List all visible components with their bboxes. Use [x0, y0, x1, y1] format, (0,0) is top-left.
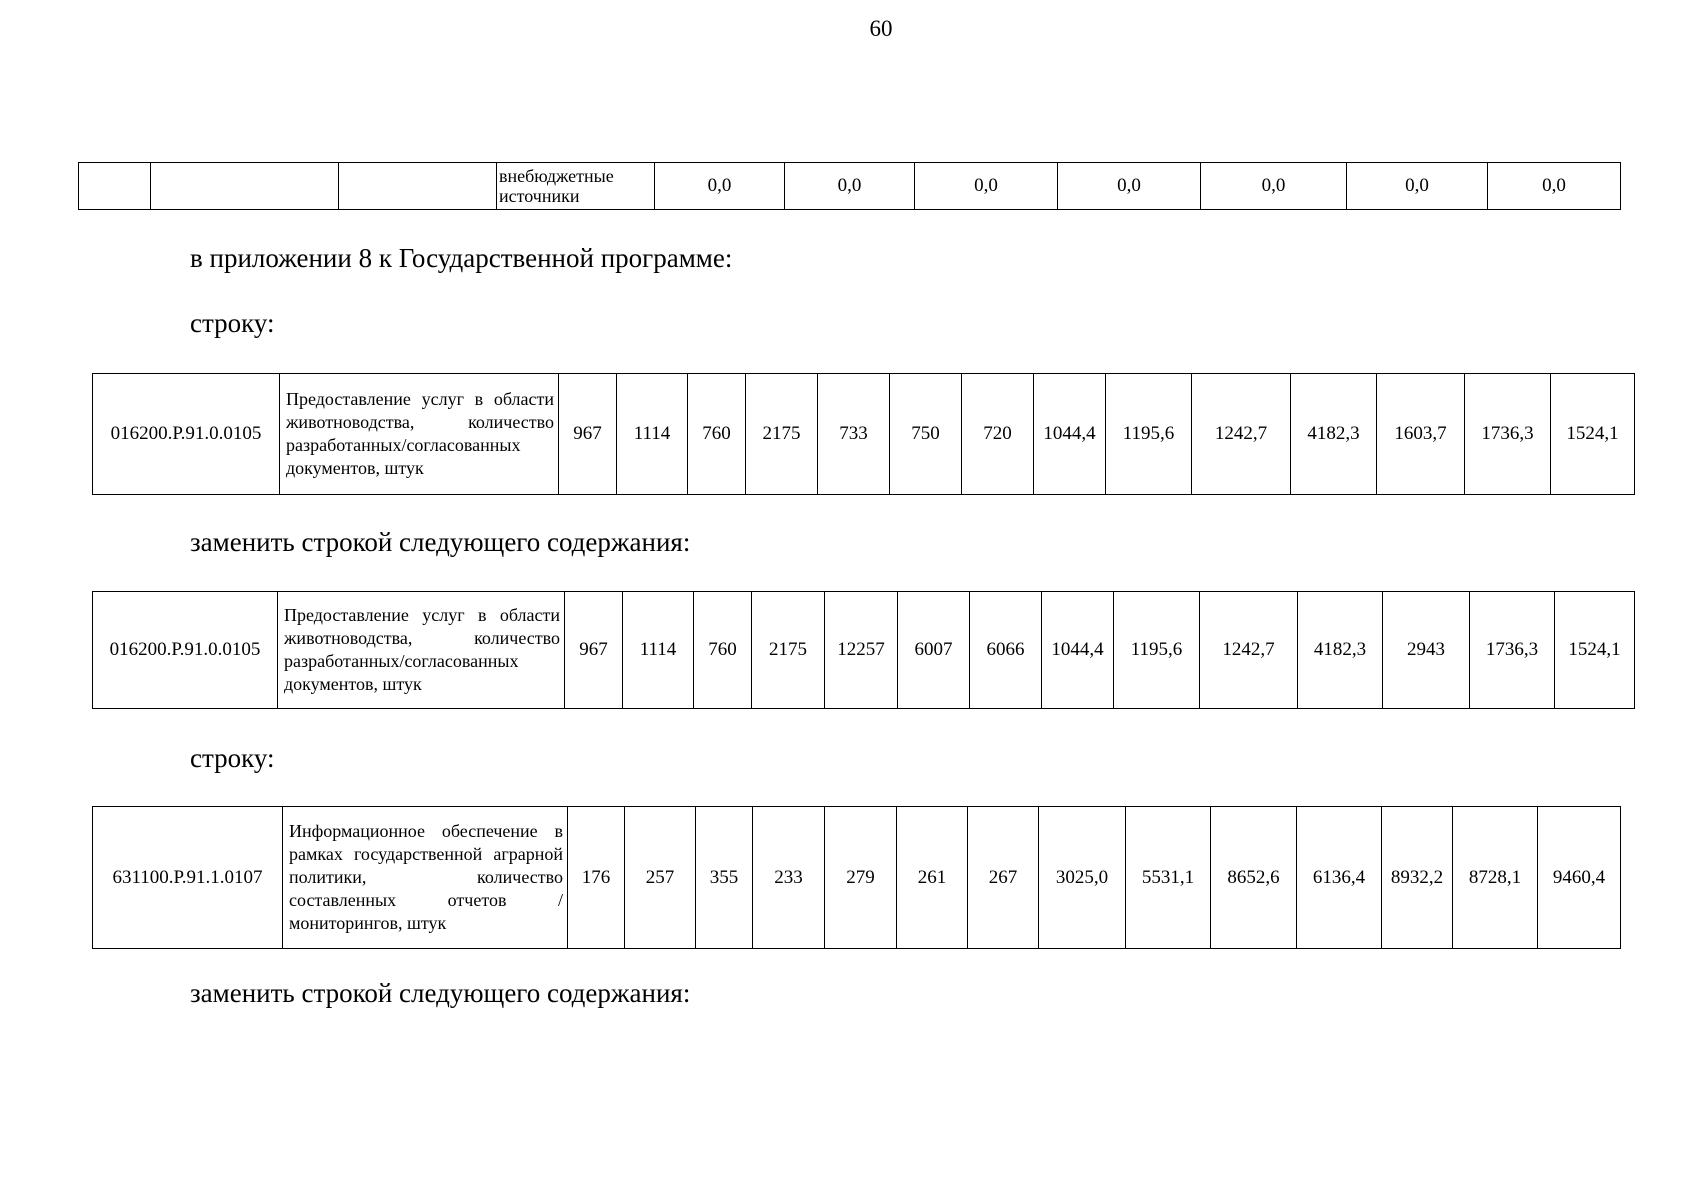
value-cell: 1736,3 — [1470, 592, 1555, 709]
funding-source-cell: внебюджетные источники — [497, 163, 655, 210]
value-cell: 4182,3 — [1298, 592, 1383, 709]
value-cell: 233 — [753, 807, 825, 949]
table-row — [93, 374, 1635, 495]
value-cell: 0,0 — [1488, 163, 1621, 210]
value-cell: 5531,1 — [1126, 807, 1211, 949]
replace-paragraph: заменить строкой следующего содержания: — [190, 527, 691, 557]
value-cell: 355 — [696, 807, 753, 949]
value-cell: 2175 — [746, 374, 818, 495]
value-cell: 0,0 — [785, 163, 915, 210]
replace-paragraph: заменить строкой следующего содержания: — [190, 978, 691, 1008]
value-cell: 12257 — [825, 592, 898, 709]
indicator-code-cell: 016200.Р.91.0.0105 — [93, 592, 278, 709]
value-cell: 1114 — [617, 374, 688, 495]
value-cell: 760 — [694, 592, 752, 709]
indicator-description-cell: Предоставление услуг в области животноводства, количество разработанных/согласованных документов, штук — [278, 592, 565, 709]
value-cell: 6066 — [970, 592, 1042, 709]
table-row — [93, 592, 1635, 709]
value-cell: 760 — [688, 374, 746, 495]
value-cell: 967 — [565, 592, 623, 709]
page-number: 60 — [869, 16, 893, 41]
value-cell: 1044,4 — [1042, 592, 1114, 709]
value-cell: 750 — [890, 374, 962, 495]
table-cell — [339, 163, 497, 210]
table-cell — [79, 163, 151, 210]
value-cell: 176 — [568, 807, 625, 949]
value-cell: 8728,1 — [1453, 807, 1538, 949]
value-cell: 2175 — [752, 592, 825, 709]
indicator-code-cell: 631100.Р.91.1.0107 — [93, 807, 283, 949]
value-cell: 720 — [962, 374, 1034, 495]
value-cell: 9460,4 — [1538, 807, 1621, 949]
value-cell: 1603,7 — [1377, 374, 1465, 495]
value-cell: 4182,3 — [1291, 374, 1377, 495]
row-label-paragraph: строку: — [190, 308, 275, 338]
value-cell: 6007 — [898, 592, 970, 709]
indicator-table-old-1 — [92, 373, 1635, 495]
value-cell: 279 — [825, 807, 897, 949]
value-cell: 0,0 — [1201, 163, 1347, 210]
value-cell: 0,0 — [915, 163, 1058, 210]
value-cell: 267 — [968, 807, 1039, 949]
table-row — [79, 163, 1621, 210]
value-cell: 1195,6 — [1114, 592, 1200, 709]
value-cell: 1242,7 — [1192, 374, 1291, 495]
value-cell: 967 — [559, 374, 617, 495]
indicator-code-cell: 016200.Р.91.0.0105 — [93, 374, 280, 495]
appendix-paragraph: в приложении 8 к Государственной программе: — [190, 243, 733, 273]
value-cell: 0,0 — [1058, 163, 1201, 210]
value-cell: 6136,4 — [1297, 807, 1382, 949]
row-label-paragraph: строку: — [190, 743, 275, 773]
indicator-description-cell: Предоставление услуг в области животноводства, количество разработанных/согласованных документов, штук — [280, 374, 559, 495]
value-cell: 2943 — [1383, 592, 1470, 709]
value-cell: 261 — [897, 807, 968, 949]
value-cell: 1242,7 — [1200, 592, 1298, 709]
value-cell: 0,0 — [1347, 163, 1488, 210]
value-cell: 1114 — [623, 592, 694, 709]
value-cell: 8932,2 — [1382, 807, 1453, 949]
value-cell: 733 — [818, 374, 890, 495]
value-cell: 1195,6 — [1106, 374, 1192, 495]
indicator-description-cell: Информационное обеспечение в рамках государственной аграрной политики, количество составленных отчетов / мониторингов, штук — [283, 807, 568, 949]
indicator-table-new-1 — [92, 591, 1635, 709]
table-row — [93, 807, 1621, 949]
value-cell: 1044,4 — [1034, 374, 1106, 495]
value-cell: 3025,0 — [1039, 807, 1126, 949]
value-cell: 8652,6 — [1211, 807, 1297, 949]
value-cell: 257 — [625, 807, 696, 949]
value-cell: 0,0 — [655, 163, 785, 210]
value-cell: 1524,1 — [1551, 374, 1635, 495]
table-cell — [151, 163, 339, 210]
funding-source-table — [78, 162, 1621, 210]
indicator-table-old-2 — [92, 806, 1621, 949]
value-cell: 1524,1 — [1555, 592, 1635, 709]
value-cell: 1736,3 — [1465, 374, 1551, 495]
